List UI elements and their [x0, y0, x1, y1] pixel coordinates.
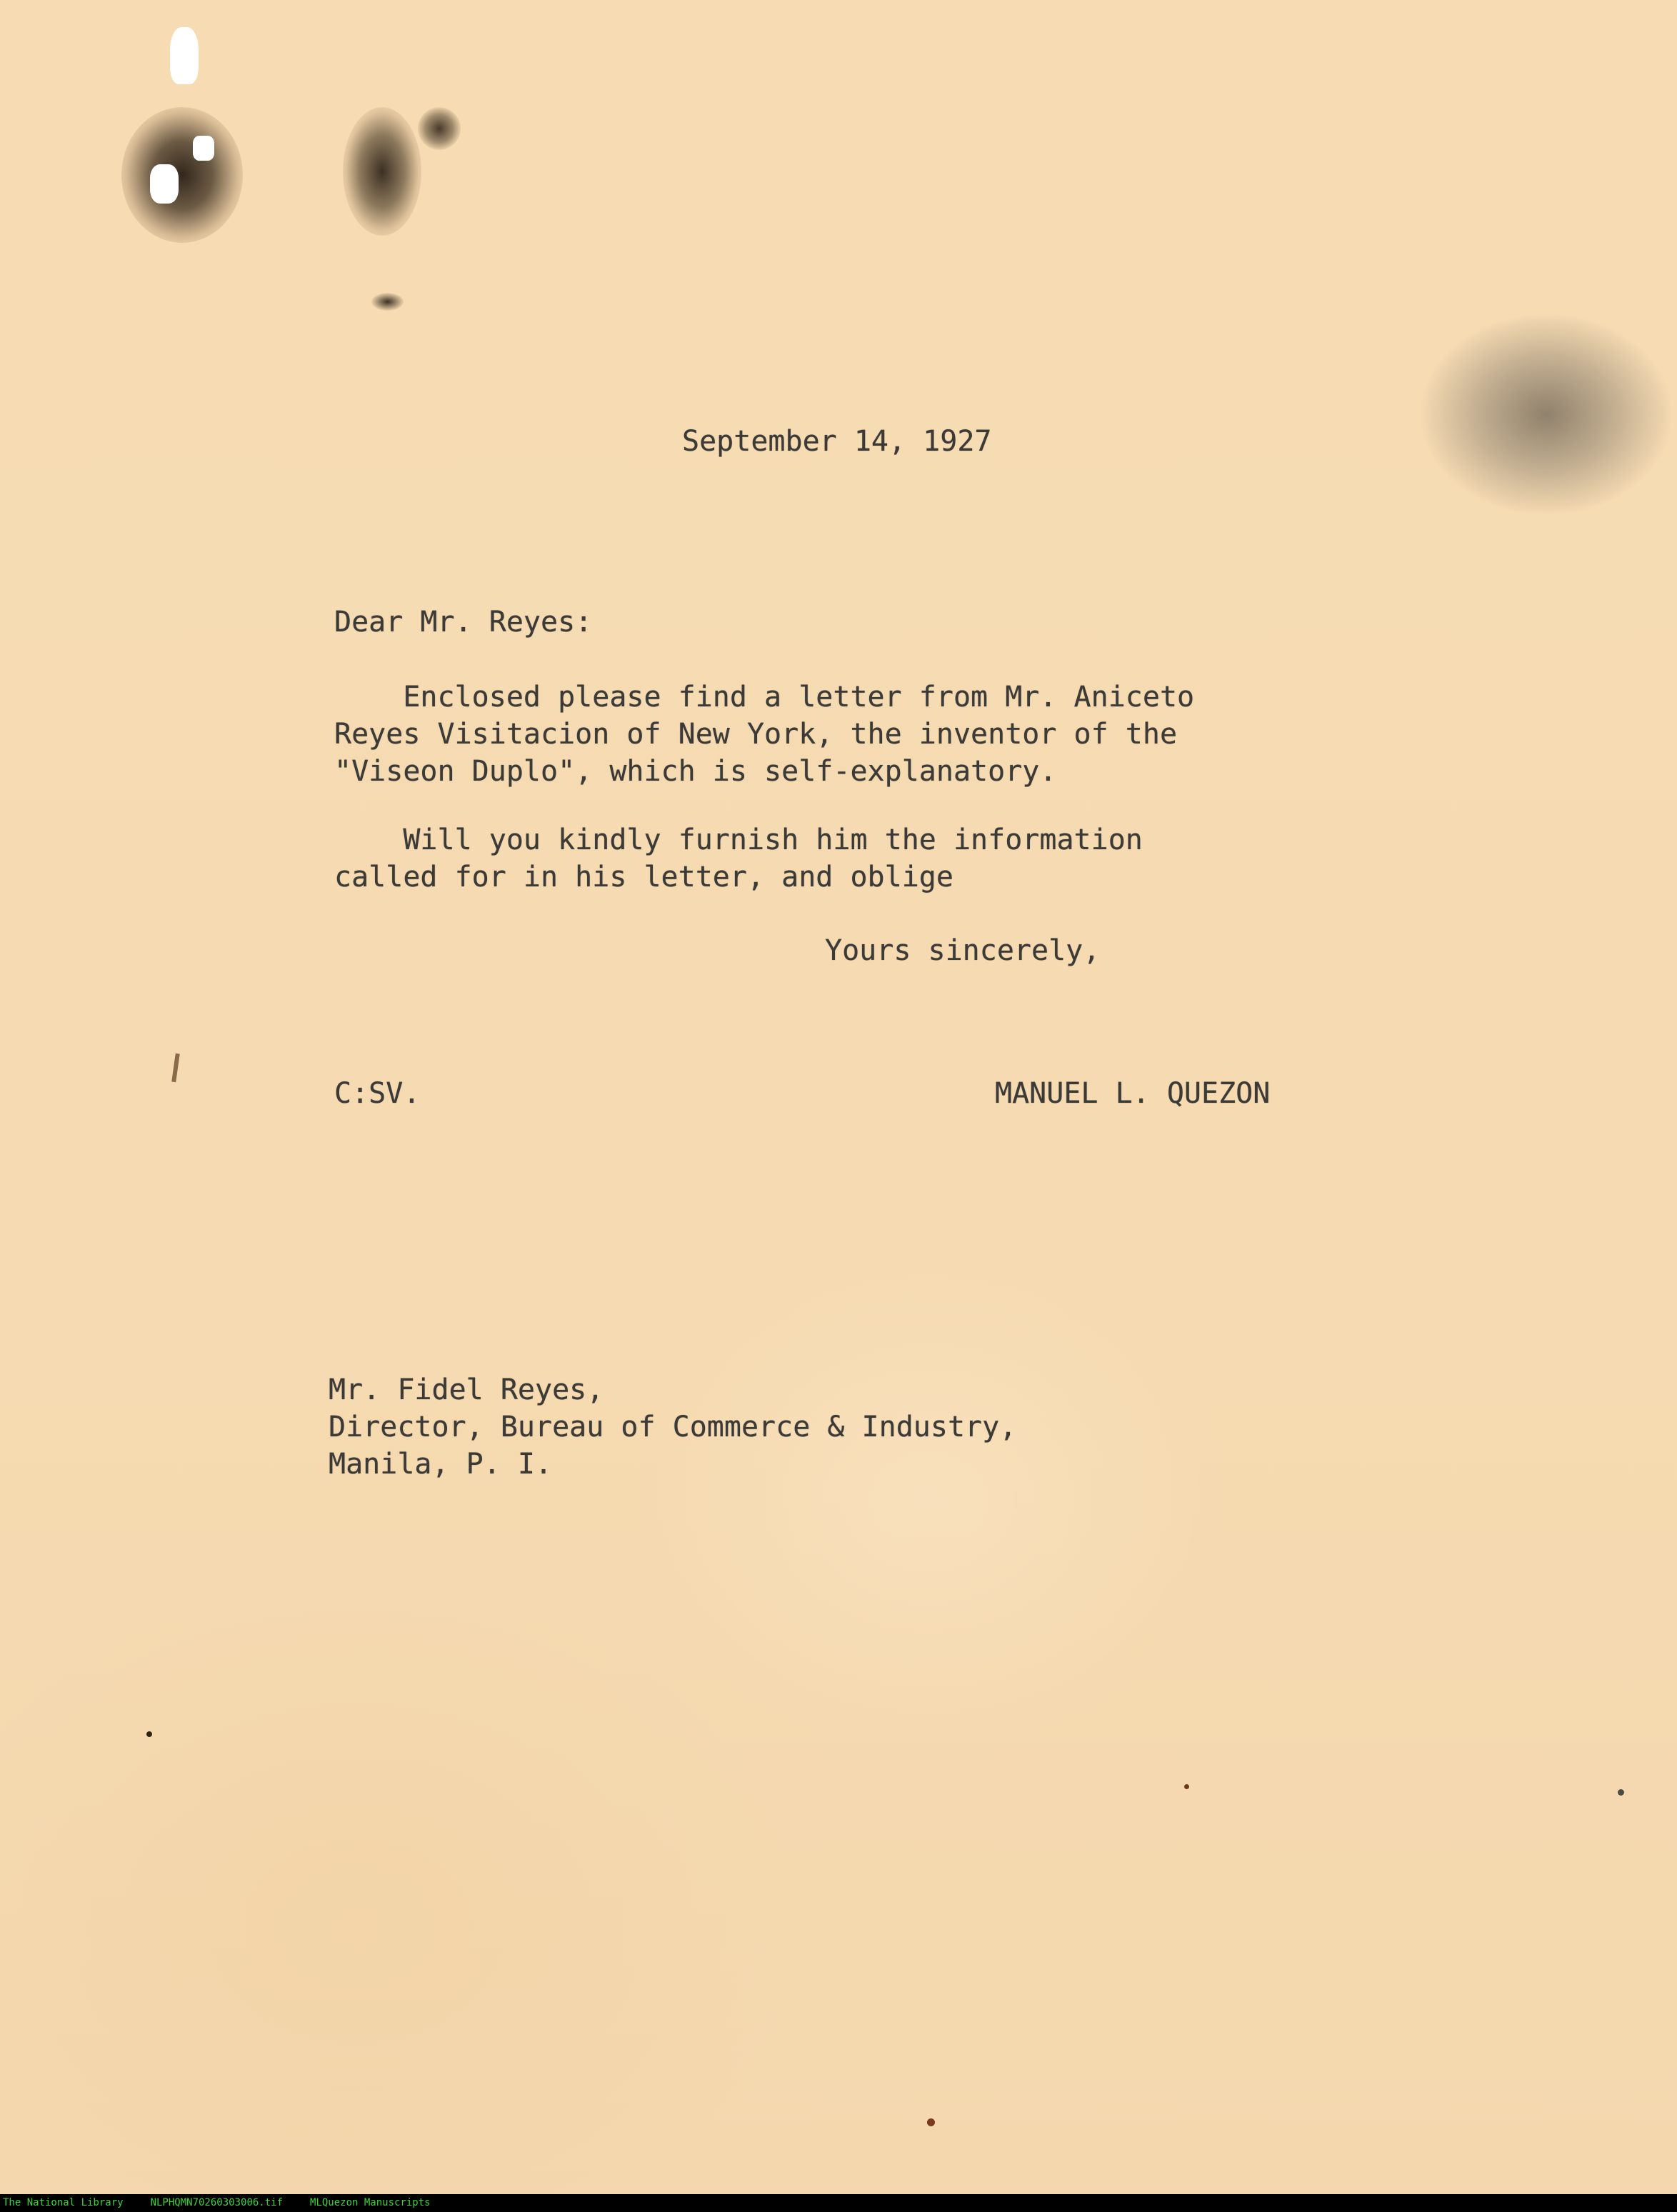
paper-hole — [170, 27, 199, 84]
burn-mark — [371, 293, 404, 311]
body-paragraph-1: Enclosed please find a letter from Mr. Aniceto Reyes Visitacion of New York, the inventor of the "Viseon Duplo", which is self-explanatory. — [334, 681, 1195, 788]
speck — [146, 1731, 152, 1737]
burn-mark — [418, 107, 461, 150]
speck — [927, 2118, 935, 2126]
footer-collection: MLQuezon Manuscripts — [310, 2197, 431, 2208]
footer-library: The National Library — [3, 2197, 124, 2208]
burn-mark — [121, 107, 243, 243]
burn-mark — [343, 107, 421, 236]
scan-footer — [0, 2194, 1677, 2212]
paper-hole — [193, 136, 214, 161]
typist-initials: C:SV. — [334, 1077, 421, 1110]
body-paragraph-2: Will you kindly furnish him the information called for in his letter, and oblige — [334, 824, 1143, 894]
recipient-address: Mr. Fidel Reyes, Director, Bureau of Commerce & Industry, Manila, P. I. — [329, 1373, 1017, 1481]
ink-smudge — [1421, 314, 1671, 514]
salutation: Dear Mr. Reyes: — [334, 606, 593, 639]
signature-name: MANUEL L. QUEZON — [995, 1077, 1271, 1110]
letter-date: September 14, 1927 — [682, 425, 992, 458]
paper-hole — [150, 164, 179, 204]
pencil-mark — [171, 1054, 180, 1082]
footer-filename: NLPHQMN70260303006.tif — [150, 2197, 284, 2208]
speck — [1618, 1789, 1624, 1796]
speck — [1184, 1784, 1189, 1789]
closing: Yours sincerely, — [825, 934, 1101, 967]
